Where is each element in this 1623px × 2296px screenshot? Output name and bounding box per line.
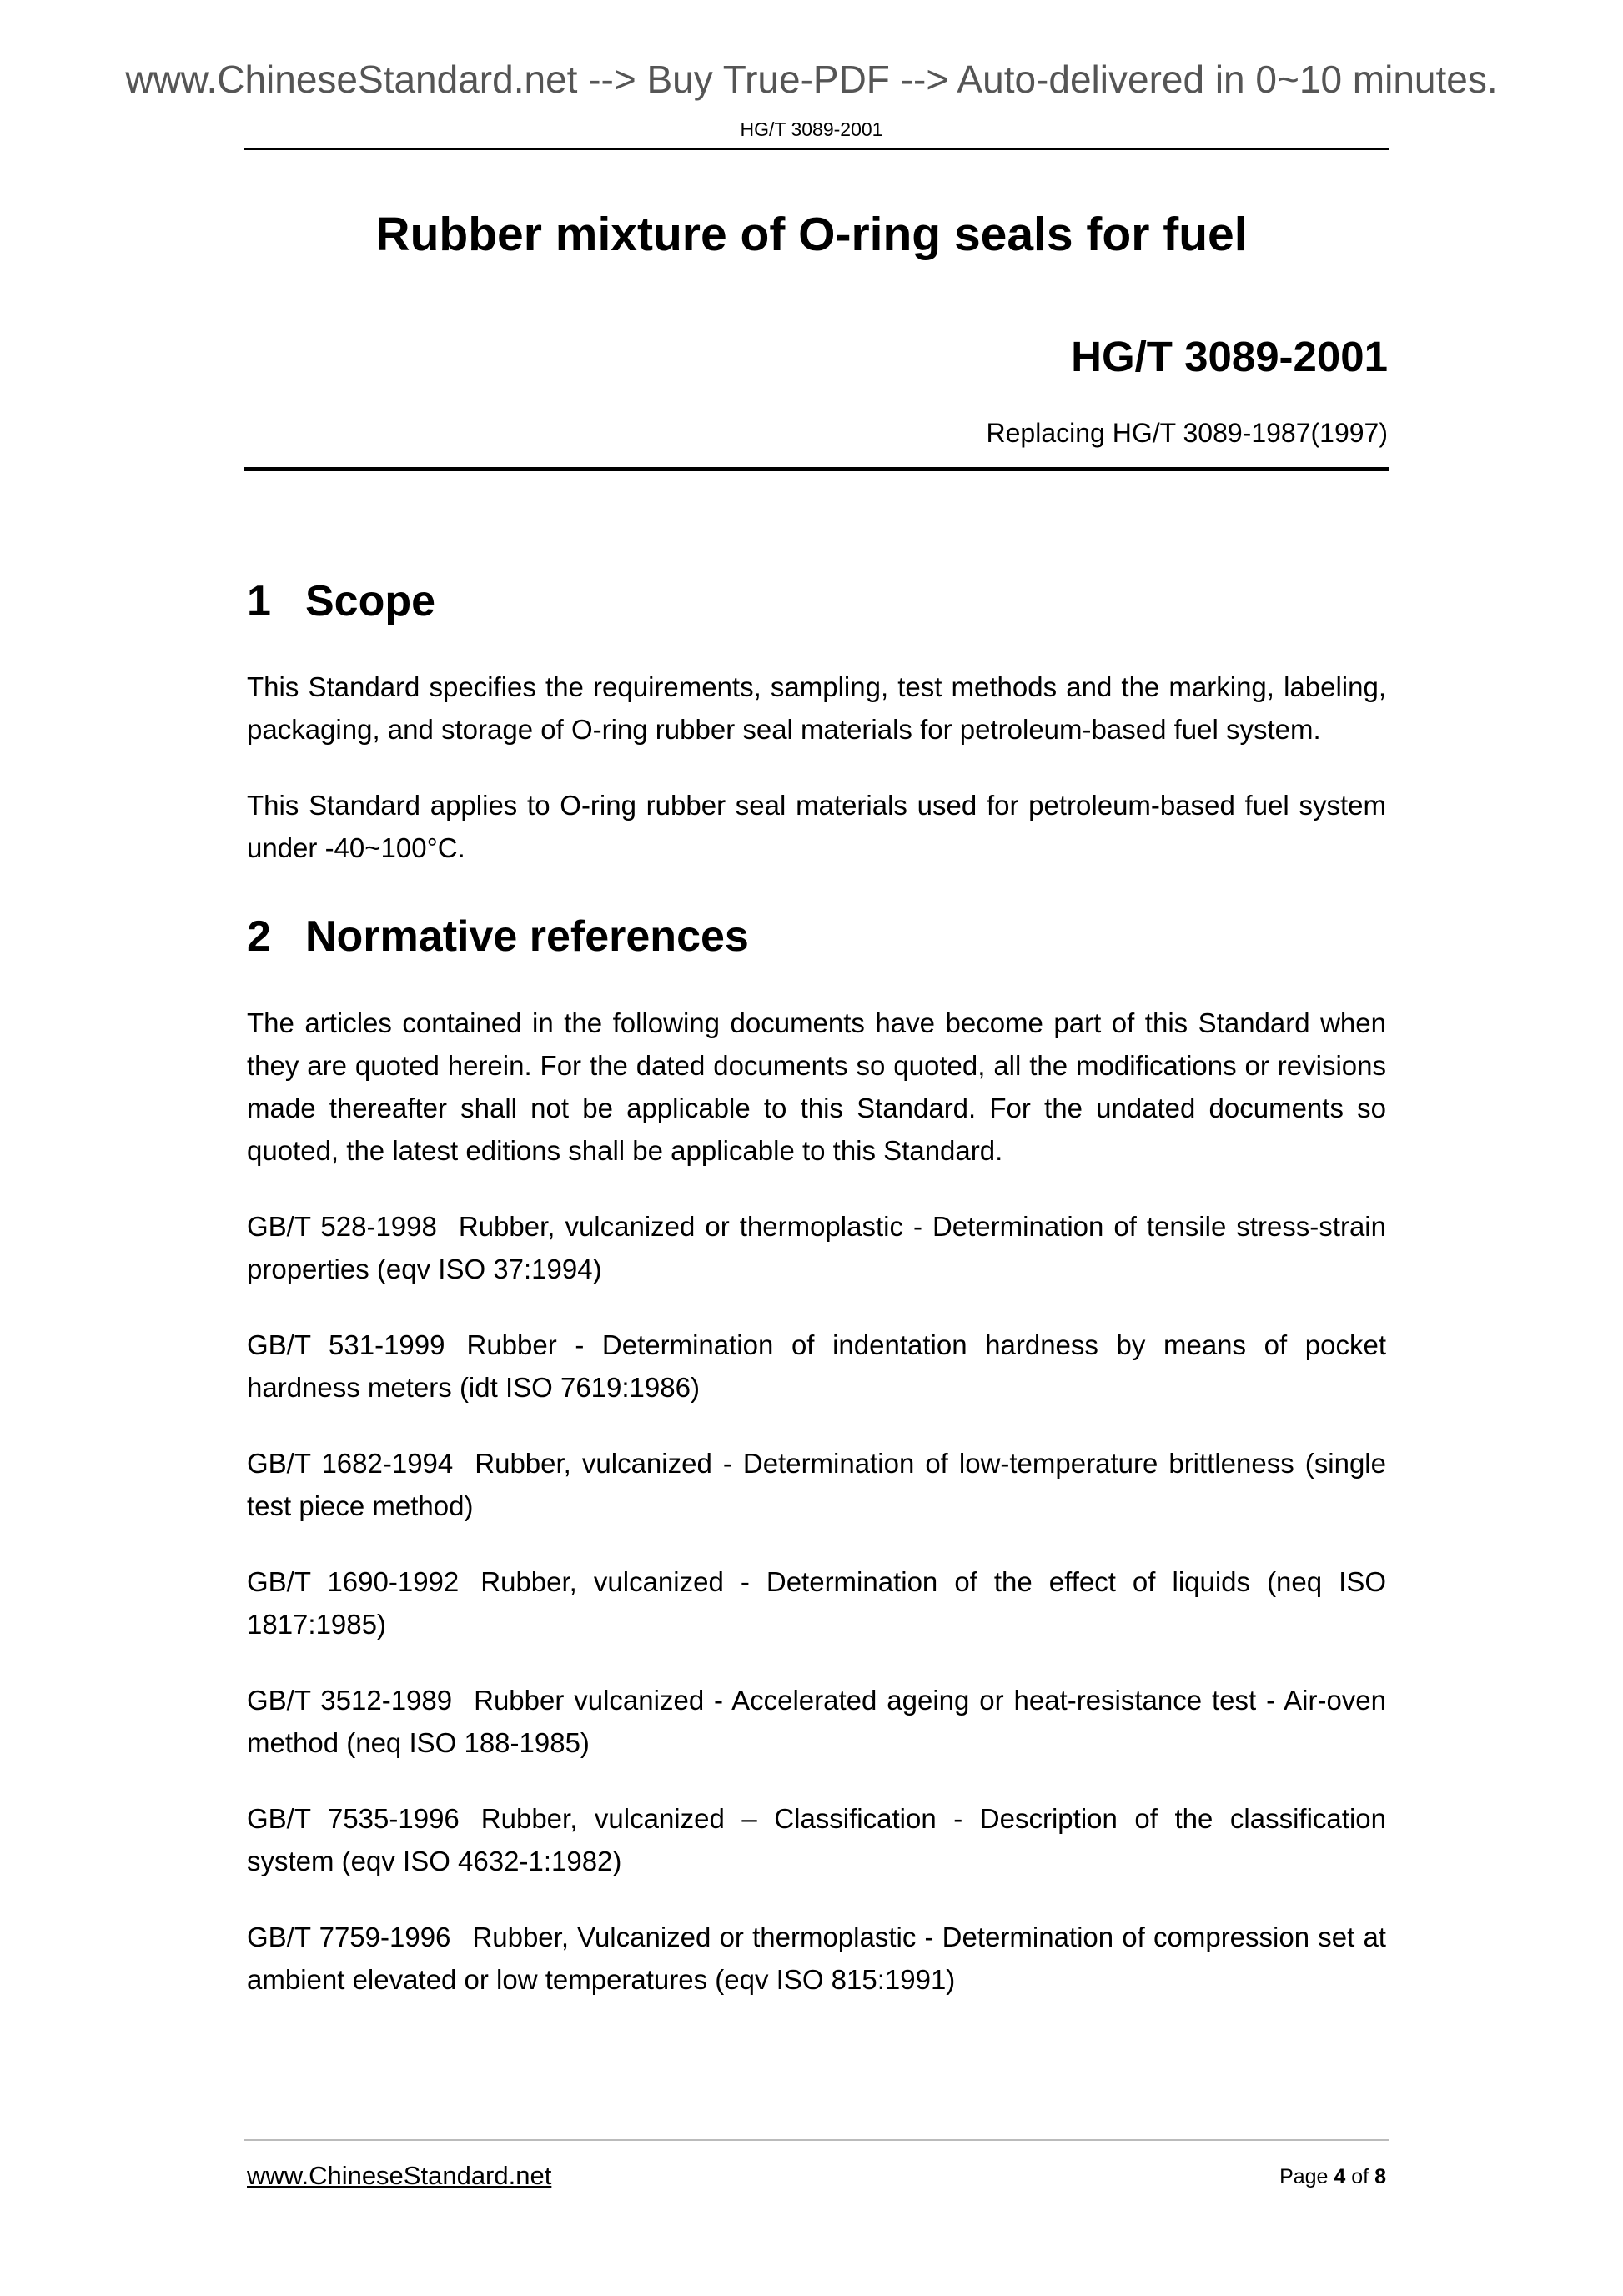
document-title: Rubber mixture of O-ring seals for fuel — [375, 208, 1248, 261]
scope-paragraph: This Standard applies to O-ring rubber seal materials used for petroleum-based fuel system under -40~100°C. — [247, 790, 1386, 864]
page-prefix: Page — [1279, 2165, 1329, 2188]
section-number: 2 — [247, 912, 271, 962]
reference-item — [247, 1916, 1386, 2001]
footer-divider — [244, 2139, 1389, 2141]
reference-title: Rubber, vulcanized – Classification - Description of the classification system (eqv ISO 4632-1:1982) — [247, 1802, 1386, 1876]
page-total: 8 — [1374, 2165, 1386, 2188]
reference-title: Rubber, vulcanized - Determination of the effect of liquids (neq ISO 1817:1985) — [247, 1565, 1386, 1640]
reference-item — [247, 1205, 1386, 1290]
reference-item — [247, 1679, 1386, 1764]
replacing-note: Replacing HG/T 3089-1987(1997) — [986, 418, 1388, 448]
section-title: Normative references — [305, 912, 749, 962]
reference-list — [247, 1205, 1386, 2001]
document-body — [247, 575, 1386, 2034]
reference-item — [247, 1560, 1386, 1645]
reference-code: GB/T 531-1999 — [247, 1329, 445, 1360]
section-heading-normative-references — [247, 911, 1386, 962]
reference-title: Rubber, vulcanized or thermoplastic - Determination of tensile stress-strain properties (eqv ISO 37:1994) — [247, 1210, 1386, 1284]
running-header: HG/T 3089-2001 — [740, 118, 883, 140]
reference-code: GB/T 1690-1992 — [247, 1565, 460, 1597]
section-number: 1 — [247, 577, 271, 625]
reference-title: Rubber, Vulcanized or thermoplastic - Determination of compression set at ambient elevated or low temperatures (eqv ISO 815:1991) — [247, 1921, 1386, 1995]
reference-item — [247, 1797, 1386, 1882]
reference-title: Rubber vulcanized - Accelerated ageing or heat-resistance test - Air-oven method (neq ISO 188-1985) — [247, 1684, 1386, 1758]
reference-code: GB/T 7759-1996 — [247, 1921, 451, 1952]
standard-number: HG/T 3089-2001 — [1071, 333, 1388, 380]
scope-paragraph: This Standard specifies the requirements, sampling, test methods and the marking, labeling, packaging, and storage of O-ring rubber seal materials for petroleum-based fuel system. — [247, 671, 1386, 746]
reference-code: GB/T 528-1998 — [247, 1210, 437, 1242]
section-title: Scope — [305, 577, 436, 625]
watermark-banner: www.ChineseStandard.net --> Buy True-PDF --> Auto-delivered in 0~10 minutes. — [125, 58, 1498, 101]
reference-code: GB/T 1682-1994 — [247, 1447, 454, 1479]
header-divider — [244, 148, 1389, 150]
reference-code: GB/T 3512-1989 — [247, 1684, 453, 1716]
page-of: of — [1351, 2165, 1369, 2188]
reference-title: Rubber, vulcanized - Determination of low-temperature brittleness (single test piece method) — [247, 1447, 1386, 1521]
reference-item — [247, 1442, 1386, 1527]
page-indicator — [1279, 2164, 1386, 2189]
footer-site-link[interactable]: www.ChineseStandard.net — [247, 2161, 552, 2190]
normative-intro-paragraph: The articles contained in the following documents have become part of this Standard when they are quoted herein. For the dated documents so quoted, all the modifications or revisions made thereafter shall not be applicable to this Standard. For the undated documents so quoted, the latest editions shall be applicable to this Standard. — [247, 1007, 1386, 1166]
reference-code: GB/T 7535-1996 — [247, 1802, 460, 1834]
reference-title: Rubber - Determination of indentation hardness by means of pocket hardness meters (idt ISO 7619:1986) — [247, 1329, 1386, 1403]
reference-item — [247, 1324, 1386, 1409]
page-current: 4 — [1334, 2165, 1346, 2188]
title-divider — [244, 467, 1389, 471]
section-heading-scope — [247, 575, 1386, 627]
